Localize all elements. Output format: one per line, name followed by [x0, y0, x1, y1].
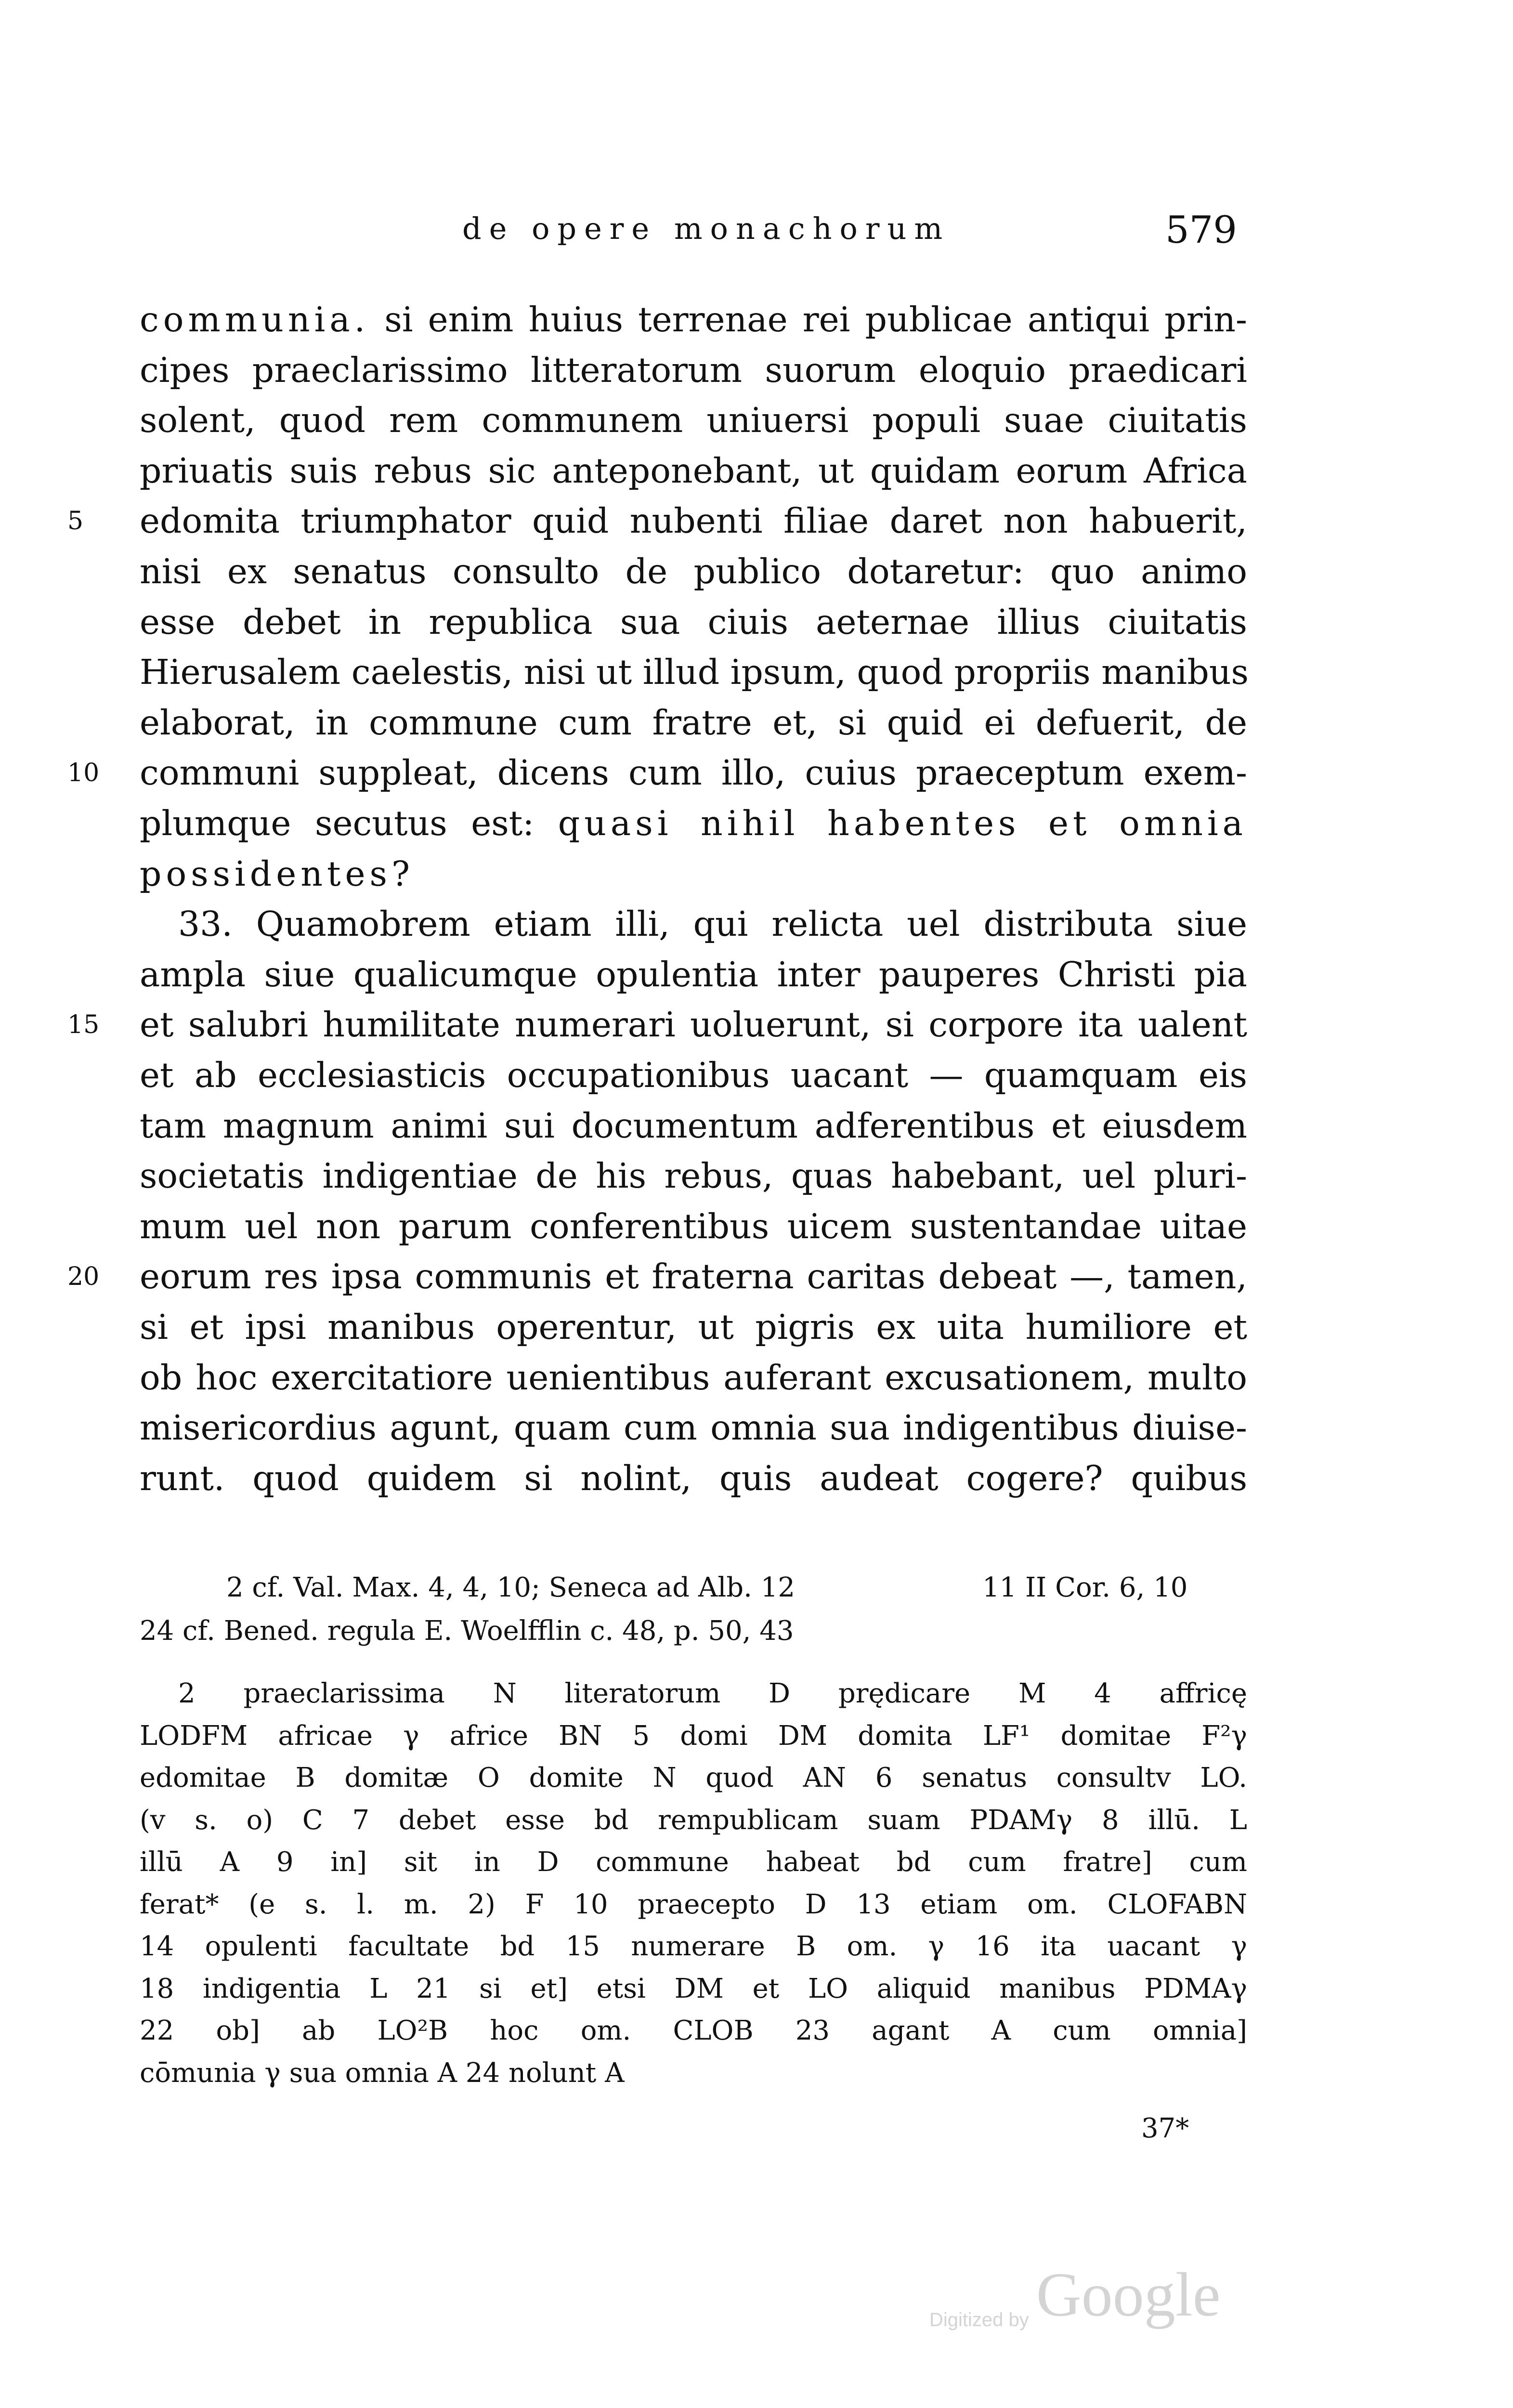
text-run: ob hoc exercitatiore uenientibus auferant excusationem, multo [140, 1358, 1247, 1398]
text-line [140, 748, 1247, 798]
apparatus-line: 18 indigentia L 21 si et] etsi DM et LO aliquid manibus PDMAγ [140, 1973, 1247, 2004]
text-line [140, 1252, 1247, 1302]
text-line [140, 1050, 1247, 1100]
line-number: 5 [67, 507, 84, 536]
text-run: mum uel non parum conferentibus uicem sustentandae uitae [140, 1206, 1247, 1246]
text-run: 33. Quamobrem etiam illi, qui relicta uel distributa siue [178, 904, 1247, 944]
text-run: societatis indigentiae de his rebus, quas habebant, uel pluri- [140, 1156, 1247, 1196]
text-run: runt. quod quidem si nolint, quis audeat cogere? quibus [140, 1458, 1247, 1498]
text-line [140, 1151, 1247, 1201]
text-line [140, 849, 1247, 899]
text-run: esse debet in republica sua ciuis aeternae illius ciuitatis [140, 602, 1247, 642]
text-line [140, 1403, 1247, 1453]
spaced-text: communia. [140, 300, 370, 340]
text-line [140, 1000, 1247, 1050]
text-line [140, 1353, 1247, 1403]
signature-mark: 37* [1141, 2113, 1189, 2144]
text-run: si enim huius terrenae rei publicae antiqui prin- [369, 300, 1247, 340]
text-run: plumque secutus est: [140, 803, 558, 843]
text-line [140, 798, 1247, 849]
line-number: 10 [67, 759, 100, 787]
text-run: et salubri humilitate numerari uoluerunt, si corpore ita ualent [140, 1005, 1247, 1045]
text-line [140, 1302, 1247, 1352]
text-line [140, 295, 1247, 345]
text-run: edomita triumphator quid nubenti filiae daret non habuerit, [140, 501, 1247, 541]
text-line [140, 950, 1247, 1000]
source-reference: 2 cf. Val. Max. 4, 4, 10; Seneca ad Alb. 12 [226, 1572, 795, 1603]
apparatus-line: ferat* (e s. l. m. 2) F 10 praecepto D 13 etiam om. CLOFABN [140, 1889, 1247, 1920]
spaced-text: possidentes? [140, 854, 415, 894]
apparatus-line: (v s. o) C 7 debet esse bd rempublicam suam PDAMγ 8 illū. L [140, 1805, 1247, 1836]
text-run: si et ipsi manibus operentur, ut pigris ex uita humiliore et [140, 1307, 1247, 1347]
running-title: de opere monachorum [462, 211, 951, 246]
text-line [140, 1202, 1247, 1252]
text-line [140, 446, 1247, 496]
text-run: nisi ex senatus consulto de publico dotaretur: quo animo [140, 551, 1247, 591]
apparatus-line: LODFM africae γ africe BN 5 domi DM domita LF¹ domitae F²γ [140, 1720, 1247, 1752]
text-run: communi suppleat, dicens cum illo, cuius praeceptum exem- [140, 753, 1247, 793]
apparatus-line: edomitae B domitæ O domite N quod AN 6 senatus consultv LO. [140, 1762, 1247, 1793]
text-line [140, 647, 1247, 697]
text-line [140, 345, 1247, 395]
text-run: solent, quod rem communem uniuersi populi suae ciuitatis [140, 400, 1247, 440]
source-footnote-line [140, 1611, 1247, 1651]
text-run: tam magnum animi sui documentum adferentibus et eiusdem [140, 1106, 1247, 1146]
text-line [140, 597, 1247, 647]
text-run: misericordius agunt, quam cum omnia sua indigentibus diuise- [140, 1408, 1247, 1448]
text-line [140, 698, 1247, 748]
apparatus-line: 14 opulenti facultate bd 15 numerare B om. γ 16 ita uacant γ [140, 1931, 1247, 1962]
text-line [140, 1101, 1247, 1151]
text-run: elaborat, in commune cum fratre et, si quid ei defuerit, de [140, 703, 1247, 743]
text-run: Hierusalem caelestis, nisi ut illud ipsum, quod propriis manibus [140, 652, 1249, 692]
text-line [140, 899, 1247, 949]
apparatus-line: cōmunia γ sua omnia A 24 nolunt A [140, 2057, 625, 2089]
text-line [140, 395, 1247, 445]
text-line [140, 547, 1247, 597]
line-number: 15 [67, 1010, 100, 1039]
page-number: 579 [1165, 209, 1237, 252]
text-run: priuatis suis rebus sic anteponebant, ut quidam eorum Africa [140, 451, 1247, 491]
text-line [140, 496, 1247, 546]
text-run: cipes praeclarissimo litteratorum suorum eloquio praedicari [140, 350, 1247, 390]
source-footnote-line [140, 1568, 1247, 1608]
apparatus-line: illū A 9 in] sit in D commune habeat bd cum fratre] cum [140, 1846, 1247, 1878]
apparatus-line: 2 praeclarissima N literatorum D prędicare M 4 affricę [178, 1678, 1247, 1709]
line-number: 20 [67, 1262, 100, 1291]
source-reference: 24 cf. Bened. regula E. Woelfflin c. 48, p. 50, 43 [140, 1615, 794, 1647]
text-run: et ab ecclesiasticis occupationibus uacant — quamquam eis [140, 1055, 1247, 1095]
text-run: ampla siue qualicumque opulentia inter pauperes Christi pia [140, 955, 1247, 995]
watermark-prefix: Digitized by [929, 2309, 1029, 2330]
google-logo: Google [1036, 2260, 1221, 2329]
spaced-text: quasi nihil habentes et omnia [558, 803, 1247, 843]
digitized-watermark [929, 2259, 1221, 2330]
apparatus-line: 22 ob] ab LO²B hoc om. CLOB 23 agant A cum omnia] [140, 2015, 1247, 2046]
source-reference: 11 II Cor. 6, 10 [982, 1572, 1188, 1603]
text-line [140, 1453, 1247, 1504]
text-run: eorum res ipsa communis et fraterna caritas debeat —, tamen, [140, 1256, 1247, 1296]
